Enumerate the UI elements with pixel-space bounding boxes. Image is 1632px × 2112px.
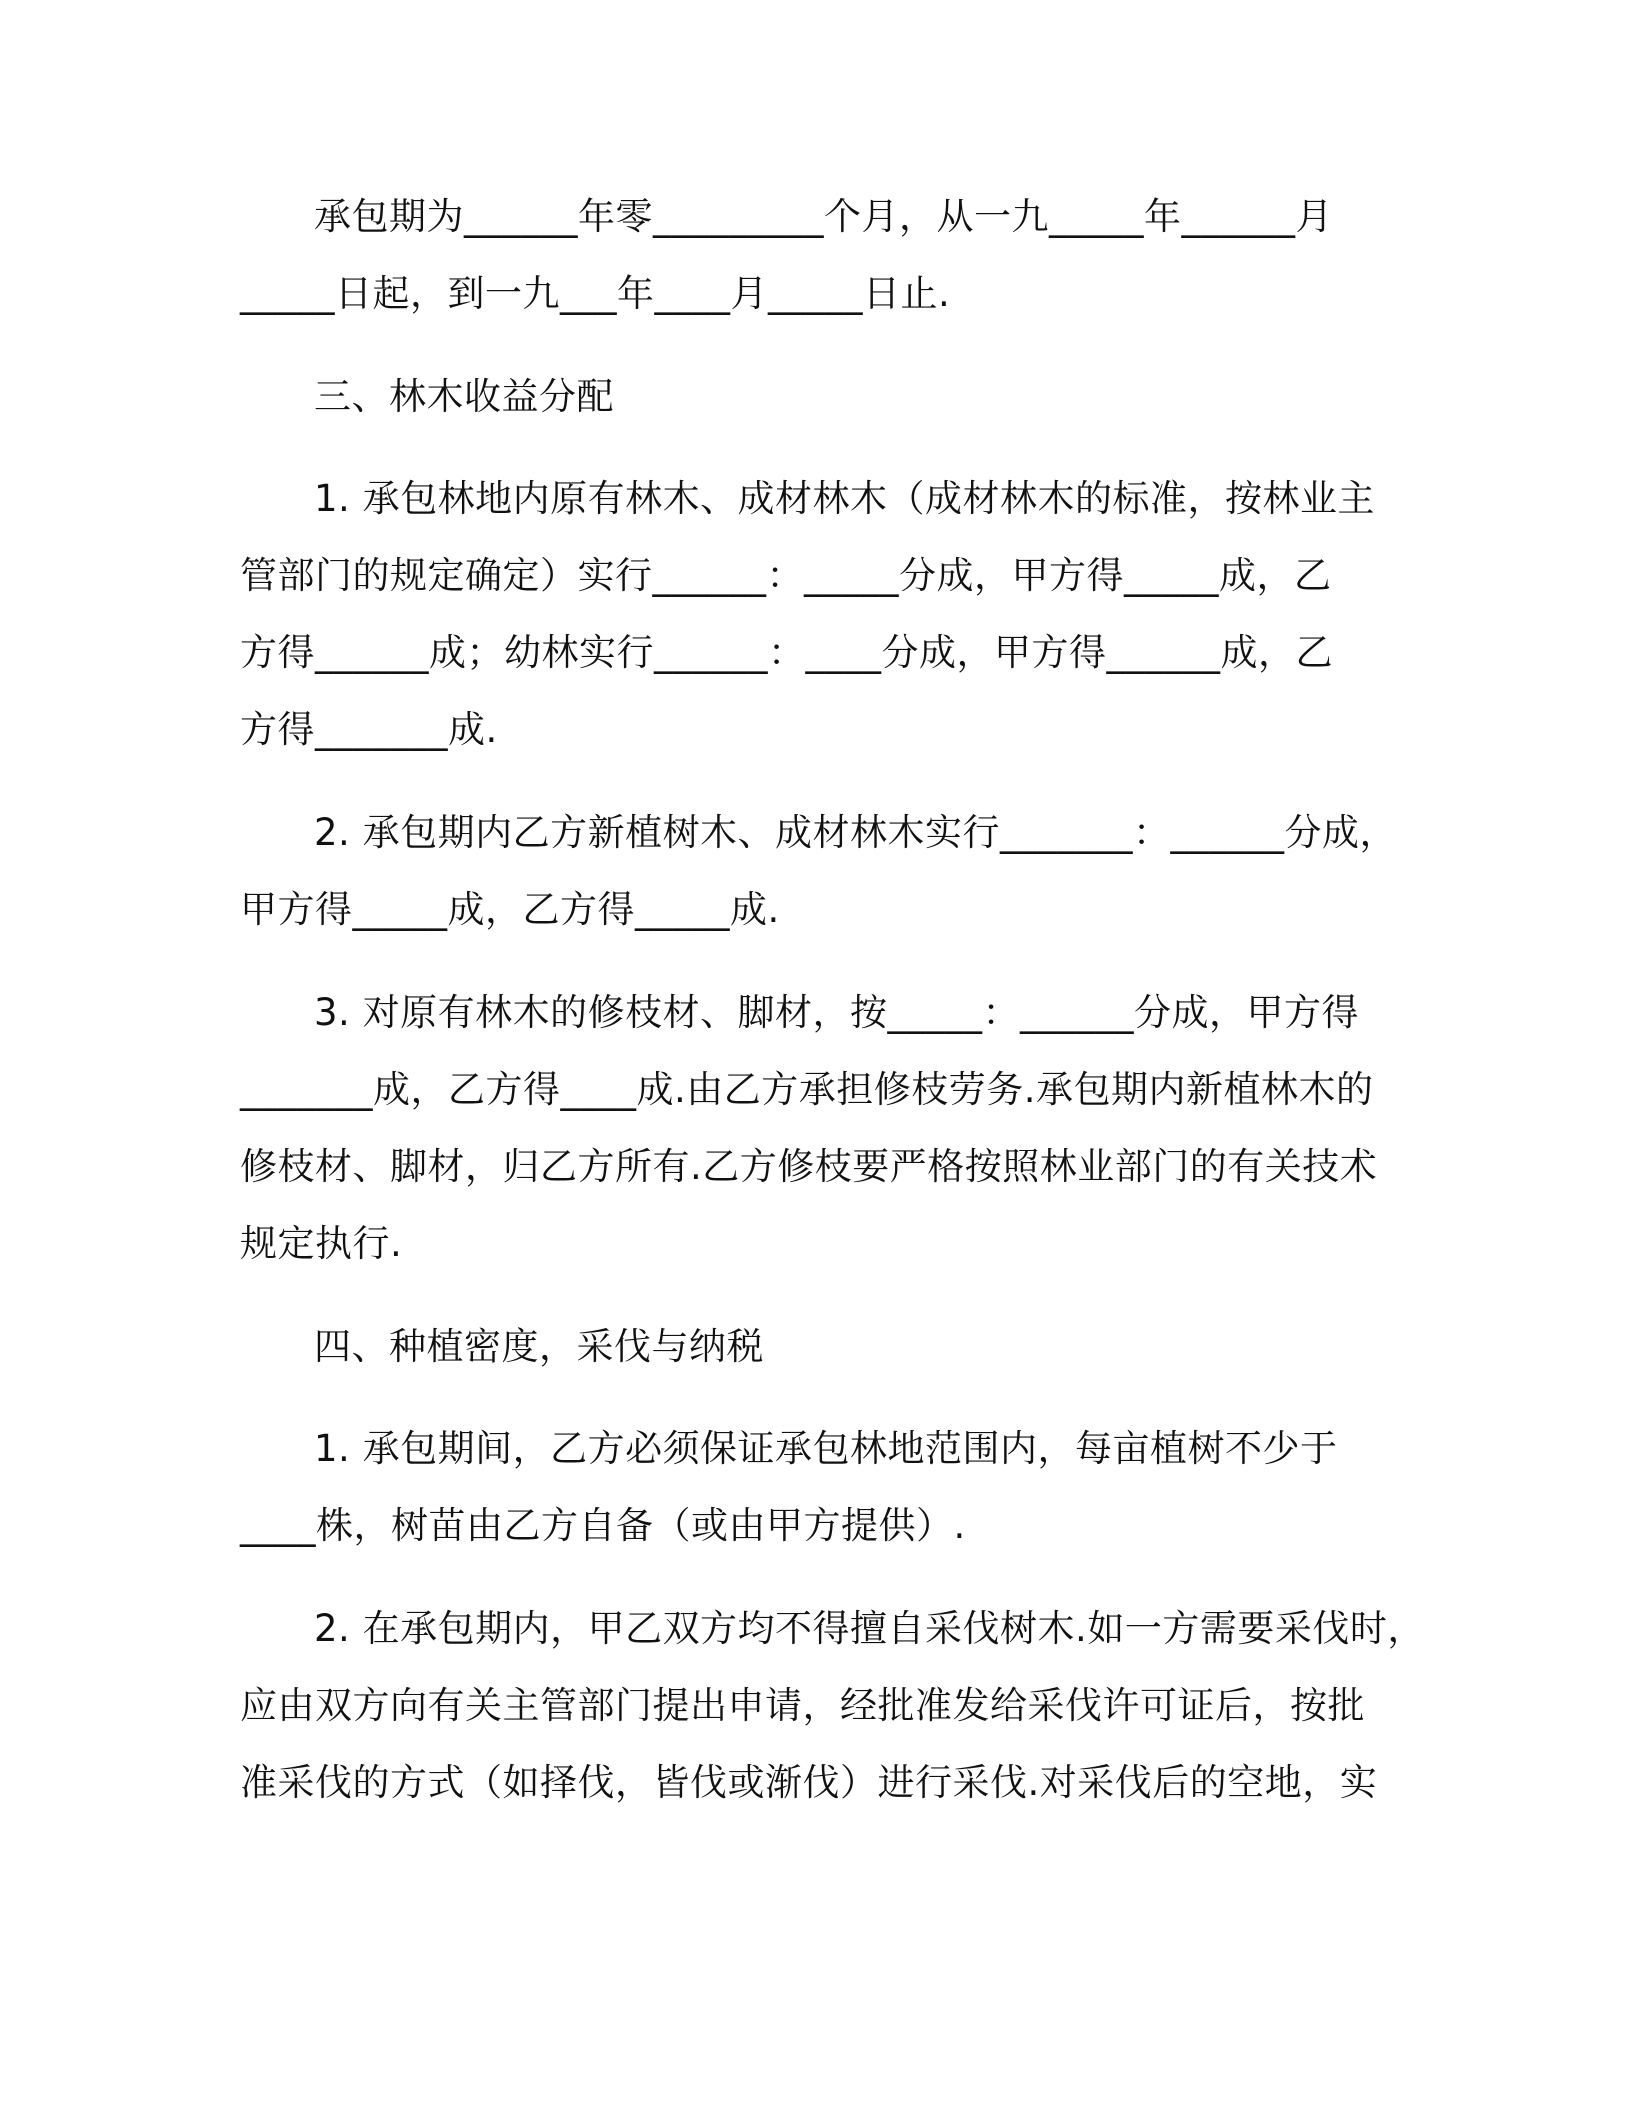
- clause-3-3-line-2: _______成，乙方得____成.由乙方承担修枝劳务.承包期内新植林木的: [240, 1068, 1374, 1111]
- section-heading-4: 四、种植密度，采伐与纳税: [314, 1325, 764, 1368]
- clause-3-3-line-3: 修枝材、脚材，归乙方所有.乙方修枝要严格按照林业部门的有关技术: [240, 1145, 1378, 1188]
- clause-3-1-line-2: 管部门的规定确定）实行______：_____分成，甲方得_____成，乙: [240, 554, 1332, 597]
- clause-3-1-line-3: 方得______成；幼林实行______：____分成，甲方得______成，乙: [240, 631, 1333, 674]
- clause-3-3-line-4: 规定执行.: [240, 1222, 403, 1265]
- clause-3-2-line-2: 甲方得_____成，乙方得_____成.: [240, 888, 780, 931]
- clause-4-2-line-1: 2. 在承包期内，甲乙双方均不得擅自采伐树木.如一方需要采伐时，: [314, 1607, 1425, 1650]
- clause-4-2-line-2: 应由双方向有关主管部门提出申请，经批准发给采伐许可证后，按批: [240, 1684, 1365, 1727]
- clause-3-1-line-1: 1. 承包林地内原有林木、成材林木（成材林木的标准，按林业主: [314, 477, 1376, 520]
- contract-term-line-1: 承包期为______年零_________个月，从一九_____年______月: [314, 195, 1333, 238]
- contract-term-line-2: _____日起，到一九___年____月_____日止.: [240, 272, 951, 315]
- clause-3-2-line-1: 2. 承包期内乙方新植树木、成材林木实行_______：______分成，: [314, 811, 1398, 854]
- clause-4-2-line-3: 准采伐的方式（如择伐，皆伐或渐伐）进行采伐.对采伐后的空地，实: [240, 1761, 1378, 1804]
- clause-4-1-line-1: 1. 承包期间，乙方必须保证承包林地范围内，每亩植树不少于: [314, 1427, 1338, 1470]
- section-heading-3: 三、林木收益分配: [314, 375, 614, 418]
- clause-3-3-line-1: 3. 对原有林木的修枝材、脚材，按_____：______分成，甲方得: [314, 991, 1360, 1034]
- clause-4-1-line-2: ____株，树苗由乙方自备（或由甲方提供）.: [240, 1504, 966, 1547]
- clause-3-1-line-4: 方得_______成.: [240, 708, 498, 751]
